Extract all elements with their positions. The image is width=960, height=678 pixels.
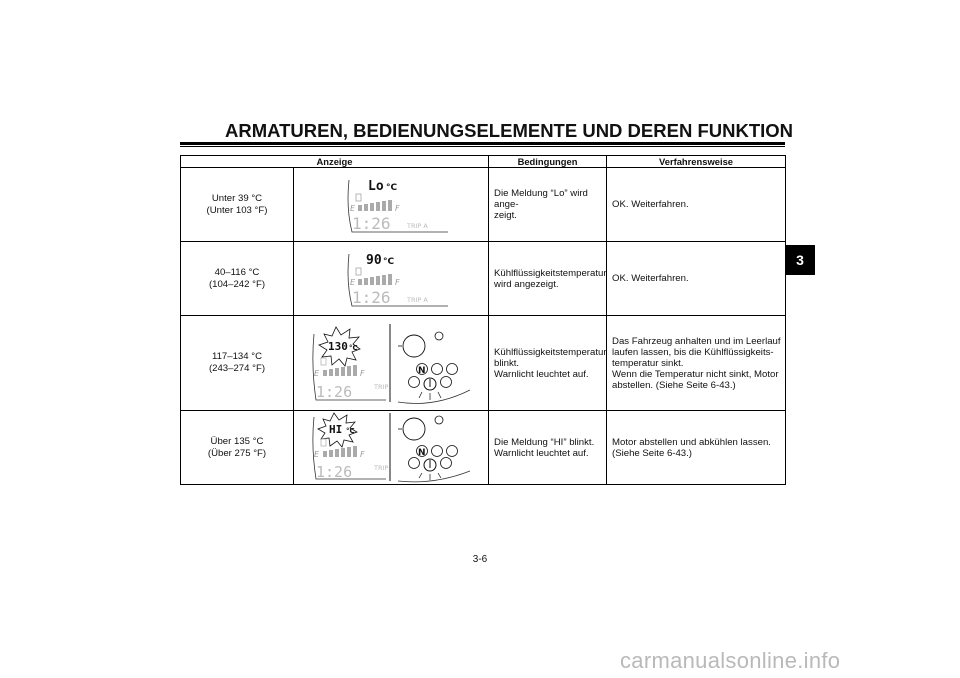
lcd-display-illustration: [294, 242, 489, 315]
table-header-row: [181, 156, 786, 168]
temperature-range-cell: [181, 316, 294, 411]
text-line: Warnlicht leuchtet auf.: [494, 368, 589, 380]
temp-celsius: Unter 39 °C: [211, 192, 263, 204]
title-rule-thick: [180, 142, 785, 145]
trip-label: TRIP: [374, 383, 389, 391]
indicator-icon: [409, 458, 420, 469]
fuel-pump-icon: [356, 268, 361, 275]
header-bedingungen: Bedingungen: [489, 156, 607, 168]
text-line: laufen lassen, bis die Kühlflüssigkeits-: [612, 346, 774, 358]
table-row: [181, 316, 786, 411]
text-line: Kühlflüssigkeitstemperatur: [494, 267, 607, 279]
header-anzeige: Anzeige: [181, 156, 489, 168]
temperature-table: [180, 155, 786, 485]
text-line: OK. Weiterfahren.: [612, 273, 689, 284]
display-illustration: [294, 316, 489, 411]
text-line: Motor abstellen und abkühlen lassen.: [612, 436, 771, 448]
temp-readout: 130: [328, 340, 348, 353]
fuel-gauge-bars: [358, 274, 392, 285]
text-line: temperatur sinkt.: [612, 357, 684, 369]
text-line: abstellen. (Siehe Seite 6-43.): [612, 379, 736, 391]
temp-unit: °C: [346, 427, 355, 435]
temp-readout: HI: [329, 423, 343, 436]
fuel-empty-label: E: [314, 450, 320, 459]
odometer-readout: 1:26: [352, 214, 391, 233]
indicator-icon: [441, 458, 452, 469]
lcd-display-illustration: [294, 168, 489, 241]
fuel-full-label: F: [395, 204, 400, 213]
fuel-pump-icon: [356, 194, 361, 201]
fuel-pump-icon: [321, 439, 326, 446]
indicator-icon: [447, 446, 458, 457]
text-line: Das Fahrzeug anhalten und im Leerlauf: [612, 335, 781, 347]
odometer-readout: 1:26: [316, 463, 353, 481]
warning-lamp-icon: [403, 418, 425, 440]
fuel-full-label: F: [395, 278, 400, 287]
text-line: Die Meldung “HI” blinkt.: [494, 436, 595, 448]
trip-label: TRIP A: [407, 222, 428, 230]
temp-celsius: Über 135 °C: [210, 435, 264, 447]
page-title: ARMATUREN, BEDIENUNGSELEMENTE UND DEREN FUNKTION: [225, 120, 794, 141]
verfahrensweise-cell: [607, 411, 786, 485]
text-line: wird angezeigt.: [494, 278, 559, 290]
temp-fahrenheit: (Unter 103 °F): [206, 204, 268, 216]
indicator-icon: [447, 364, 458, 375]
lamp-rays-icon: [419, 392, 441, 400]
text-line: OK. Weiterfahren.: [612, 199, 689, 210]
temp-unit: °C: [349, 344, 358, 352]
display-illustration: [294, 411, 489, 485]
trip-label: TRIP: [374, 464, 389, 472]
display-illustration: [294, 242, 489, 316]
fuel-full-label: F: [360, 369, 365, 378]
warning-lamp-icon: [403, 335, 425, 357]
lcd-and-warning-illustration: [294, 316, 489, 410]
odometer-readout: 1:26: [316, 383, 353, 401]
watermark: carmanualsonline.info: [620, 648, 841, 673]
text-line: Die Meldung “Lo” wird ange-: [494, 188, 588, 210]
fuel-full-label: F: [360, 450, 365, 459]
indicator-dot-icon: [435, 416, 443, 424]
temperature-range-cell: [181, 168, 294, 242]
text-line: zeigt.: [494, 210, 517, 221]
page-number: 3-6: [472, 554, 488, 565]
display-illustration: [294, 168, 489, 242]
fuel-gauge-bars: [323, 365, 357, 376]
neutral-label: N: [418, 366, 426, 376]
temperature-range-cell: [181, 411, 294, 485]
temp-fahrenheit: (Über 275 °F): [207, 447, 267, 459]
fuel-gauge-bars: [323, 446, 357, 457]
text-line: Wenn die Temperatur nicht sinkt, Motor: [612, 368, 779, 380]
indicator-icon: [432, 446, 443, 457]
text-line: blinkt.: [494, 357, 520, 369]
bedingungen-cell: [489, 316, 607, 411]
temp-unit: °C: [383, 257, 395, 267]
trip-label: TRIP A: [407, 296, 428, 304]
fuel-pump-icon: [321, 358, 326, 365]
bedingungen-cell: [489, 242, 607, 316]
bedingungen-cell: [489, 411, 607, 485]
temp-celsius: 117–134 °C: [211, 351, 263, 362]
chapter-tab[interactable]: 3: [785, 245, 815, 275]
verfahrensweise-cell: [607, 316, 786, 411]
indicator-icon: [432, 364, 443, 375]
table-row: [181, 242, 786, 316]
indicator-dot-icon: [435, 332, 443, 340]
fuel-empty-label: E: [350, 278, 356, 287]
temp-fahrenheit: (243–274 °F): [208, 363, 266, 374]
bedingungen-cell: [489, 168, 607, 242]
verfahrensweise-cell: [607, 242, 786, 316]
table-row: [181, 168, 786, 242]
neutral-label: N: [418, 448, 426, 458]
fuel-empty-label: E: [314, 369, 320, 378]
indicator-icon: [409, 377, 420, 388]
lcd-and-warning-illustration: [294, 411, 489, 484]
temp-readout: 90: [366, 253, 382, 268]
temp-celsius: 40–116 °C: [214, 266, 260, 278]
text-line: Warnlicht leuchtet auf.: [494, 447, 589, 459]
text-line: (Siehe Seite 6-43.): [612, 447, 693, 459]
fuel-gauge-bars: [358, 200, 392, 211]
temperature-range-cell: [181, 242, 294, 316]
temp-readout: Lo: [368, 179, 384, 194]
table-row: [181, 411, 786, 485]
temp-fahrenheit: (104–242 °F): [208, 278, 266, 290]
header-verfahrensweise: Verfahrensweise: [607, 156, 786, 168]
verfahrensweise-cell: [607, 168, 786, 242]
text-line: Kühlflüssigkeitstemperatur: [494, 346, 607, 358]
indicator-icon: [441, 377, 452, 388]
title-rule-thin: [180, 146, 785, 147]
lamp-rays-icon: [419, 473, 441, 480]
odometer-readout: 1:26: [352, 288, 391, 307]
fuel-empty-label: E: [350, 204, 356, 213]
temp-unit: °C: [386, 183, 398, 193]
